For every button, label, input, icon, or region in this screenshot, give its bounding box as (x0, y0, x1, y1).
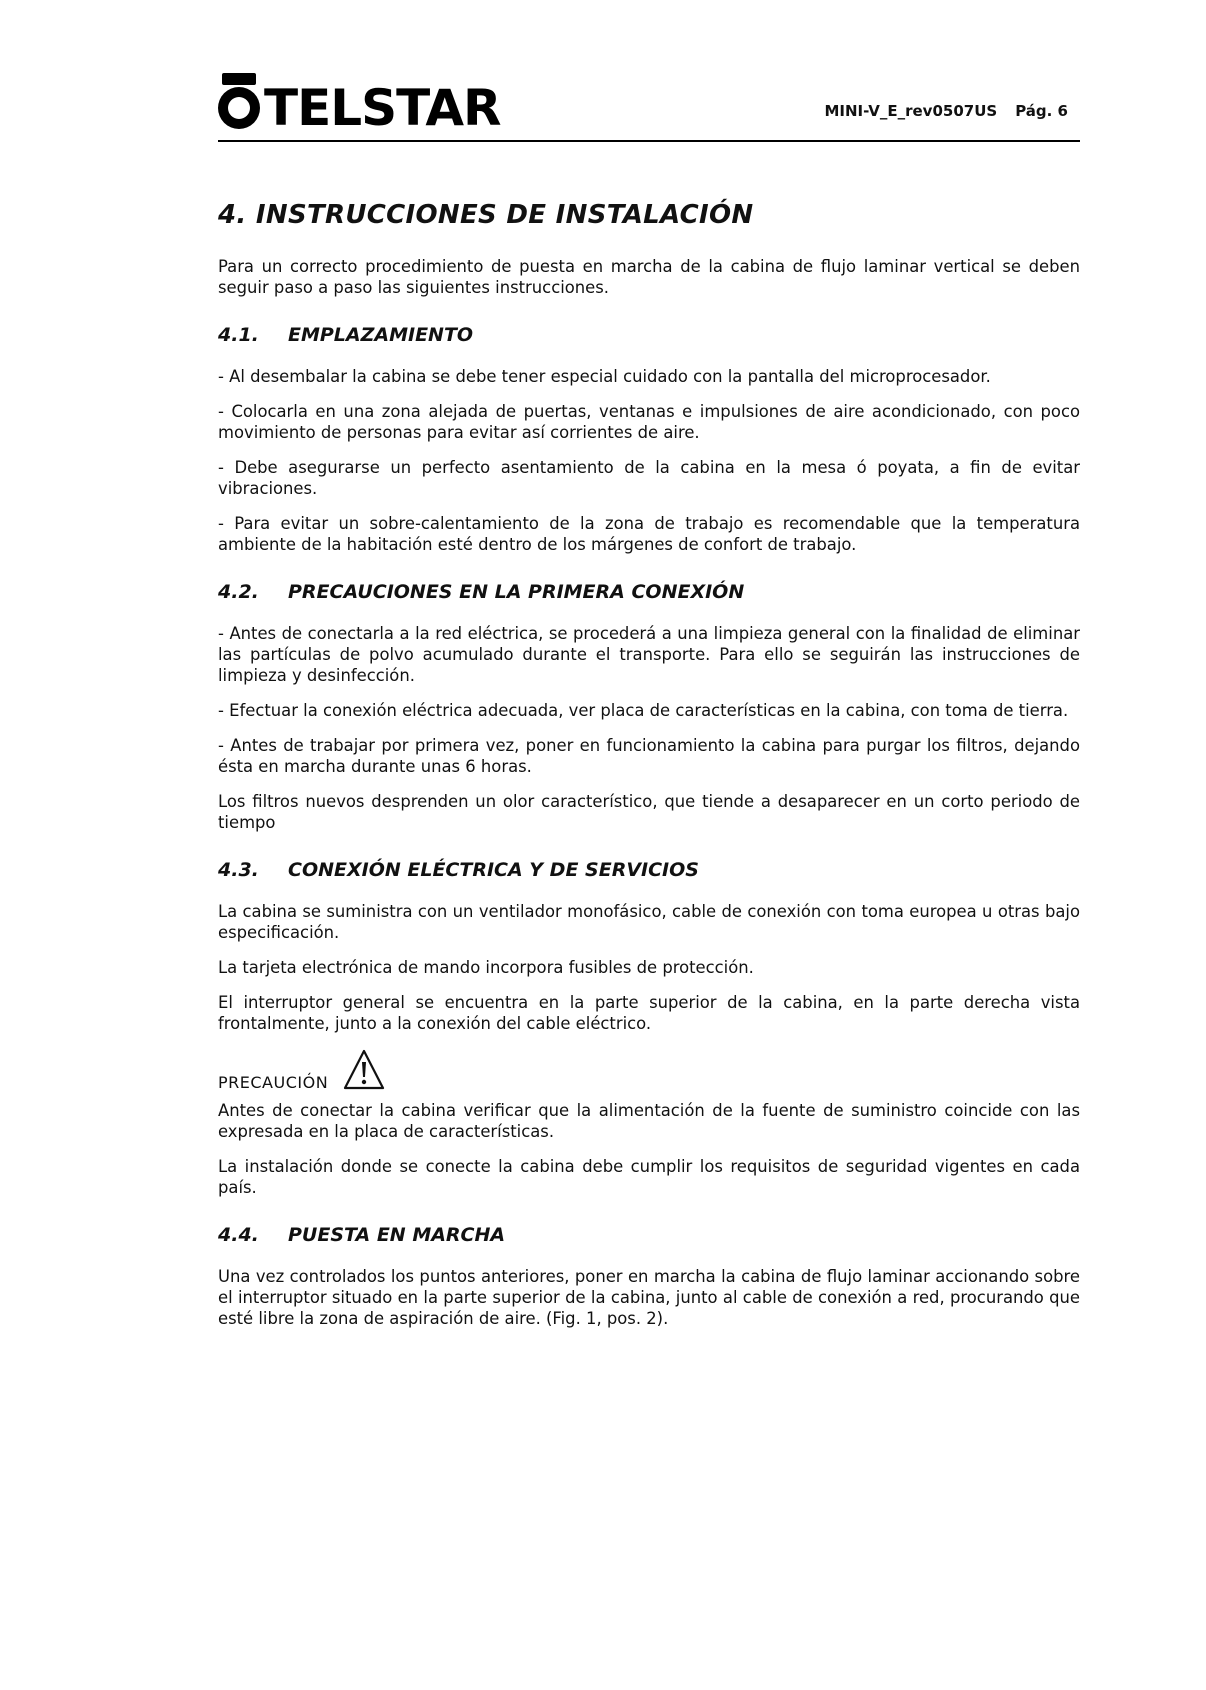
telstar-logo (218, 78, 501, 138)
paragraph: - Antes de trabajar por primera vez, poner en funcionamiento la cabina para purgar los filtros, dejando ésta en marcha durante unas 6 horas. (218, 736, 1080, 776)
section-title: 4. INSTRUCCIONES DE INSTALACIÓN (218, 200, 754, 230)
header-divider (218, 140, 1080, 142)
paragraph: - Antes de conectarla a la red eléctrica, se procederá a una limpieza general con la finalidad de eliminar las partículas de polvo acumulado durante el transporte. Para ello se seguirán las instrucciones de limpieza y desinfección. (218, 624, 1080, 685)
logo-text: TELSTAR (264, 79, 501, 137)
subsection-number: 4.3. (218, 859, 259, 881)
subsection-title: CONEXIÓN ELÉCTRICA Y DE SERVICIOS (288, 859, 699, 881)
subsection-title: EMPLAZAMIENTO (288, 324, 474, 346)
subsection-heading-4-2 (218, 581, 1080, 603)
paragraph: La tarjeta electrónica de mando incorpora fusibles de protección. (218, 958, 754, 977)
telstar-logo-icon (218, 87, 260, 129)
subsection-heading-4-3 (218, 859, 1080, 881)
paragraph: - Efectuar la conexión eléctrica adecuada, ver placa de características en la cabina, con toma de tierra. (218, 701, 1069, 720)
document-reference (824, 102, 1068, 120)
subsection-number: 4.4. (218, 1224, 259, 1246)
subsection-number: 4.2. (218, 581, 259, 603)
section-intro: Para un correcto procedimiento de puesta en marcha de la cabina de flujo laminar vertical se deben seguir paso a paso las siguientes instrucciones. (218, 257, 1080, 297)
page-content (218, 200, 1080, 1343)
subsection-number: 4.1. (218, 324, 259, 346)
subsection-title: PUESTA EN MARCHA (288, 1224, 506, 1246)
paragraph: - Al desembalar la cabina se debe tener especial cuidado con la pantalla del microprocesador. (218, 367, 991, 386)
paragraph: Antes de conectar la cabina verificar que la alimentación de la fuente de suministro coincide con las expresada en la placa de características. (218, 1101, 1080, 1141)
caution-label: PRECAUCIÓN (218, 1073, 329, 1092)
subsection-heading-4-1 (218, 324, 1080, 346)
page-number: Pág. 6 (1015, 102, 1068, 120)
paragraph: Una vez controlados los puntos anteriores, poner en marcha la cabina de flujo laminar accionando sobre el interruptor situado en la parte superior de la cabina, junto al cable de conexión a red, procurando que esté libre la zona de aspiración de aire. (Fig. 1, pos. 2). (218, 1267, 1080, 1328)
paragraph: - Colocarla en una zona alejada de puertas, ventanas e impulsiones de aire acondicionado, con poco movimiento de personas para evitar así corrientes de aire. (218, 402, 1080, 442)
page-header (218, 78, 1080, 142)
subsection-heading-4-4 (218, 1224, 1080, 1246)
paragraph: - Debe asegurarse un perfecto asentamiento de la cabina en la mesa ó poyata, a fin de evitar vibraciones. (218, 458, 1080, 498)
paragraph: Los filtros nuevos desprenden un olor característico, que tiende a desaparecer en un corto periodo de tiempo (218, 792, 1080, 832)
subsection-title: PRECAUCIONES EN LA PRIMERA CONEXIÓN (288, 581, 745, 603)
paragraph: - Para evitar un sobre-calentamiento de la zona de trabajo es recomendable que la temperatura ambiente de la habitación esté dentro de los márgenes de confort de trabajo. (218, 514, 1080, 554)
paragraph: La cabina se suministra con un ventilador monofásico, cable de conexión con toma europea u otras bajo especificación. (218, 902, 1080, 942)
paragraph: El interruptor general se encuentra en la parte superior de la cabina, en la parte derecha vista frontalmente, junto a la conexión del cable eléctrico. (218, 993, 1080, 1033)
paragraph: La instalación donde se conecte la cabina debe cumplir los requisitos de seguridad vigentes en cada país. (218, 1157, 1080, 1197)
caution-notice (218, 1048, 1080, 1092)
warning-triangle-icon (342, 1048, 386, 1092)
doc-code: MINI-V_E_rev0507US (824, 102, 998, 120)
